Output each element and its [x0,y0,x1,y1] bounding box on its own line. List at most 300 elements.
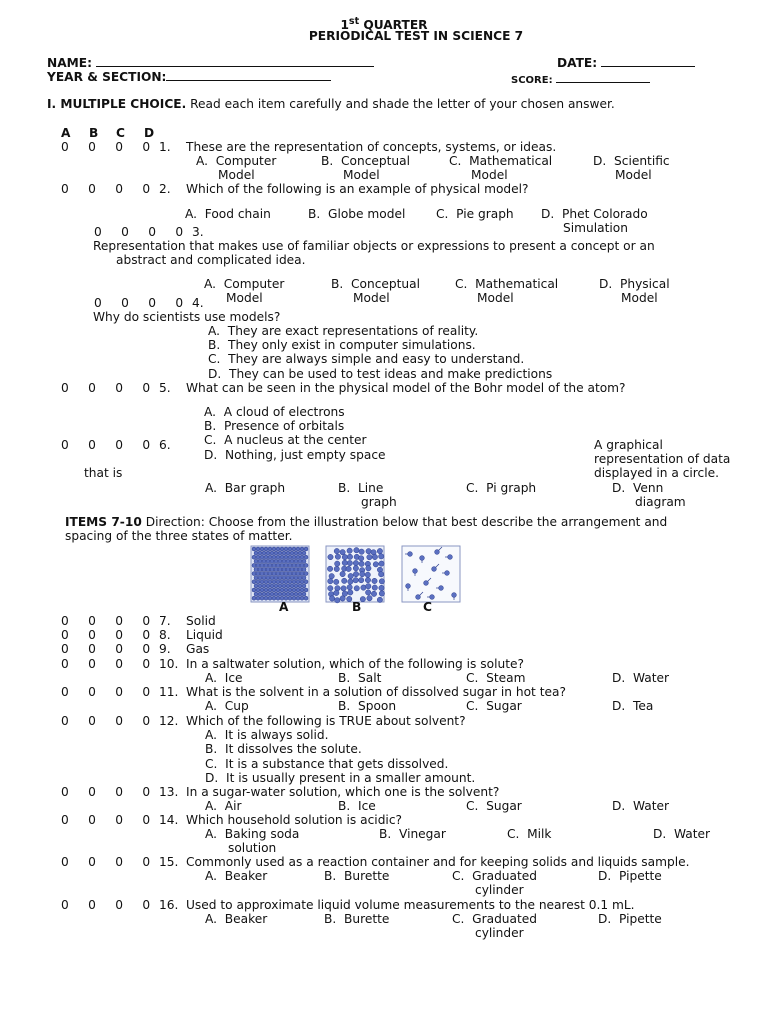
liquid-particle [328,554,333,559]
solid-particle [256,580,260,584]
liquid-particle [335,554,340,559]
page-title: PERIODICAL TEST IN SCIENCE 7 [308,29,524,43]
solid-particle [280,580,284,584]
solid-particle [270,584,274,588]
option-a: A. Computer Model [196,154,277,183]
option-b: B. Line graph [338,481,397,510]
solid-particle [270,568,274,572]
solid-particle [282,576,286,580]
solid-particle [262,592,266,596]
option-c: C. Milk [507,827,552,841]
solid-particle [260,580,264,584]
solid-particle [296,572,300,576]
liquid-particle [348,579,353,584]
solid-particle [260,588,264,592]
option-d: D. Water [612,799,670,813]
option-a: A. They are exact representations of reality. [208,324,479,338]
solid-particle [280,563,284,567]
solid-particle [266,568,270,572]
solid-particle [266,584,270,588]
solid-particle [304,596,308,600]
answer-bubbles[interactable]: 0 0 0 0 [61,182,151,196]
solid-particle [276,588,280,592]
solid-particle [274,576,278,580]
gas-particle [408,552,413,557]
solid-particle [268,580,272,584]
solid-particle [262,576,266,580]
option-b: B. They only exist in computer simulations. [208,338,476,353]
option-list [208,324,552,381]
gas-particle [448,555,453,560]
question-text-cont: abstract and complicated idea. [116,253,306,267]
name-field[interactable]: NAME: [47,55,374,70]
solid-particle [290,559,294,563]
solid-particle [288,580,292,584]
answer-bubbles[interactable]: 0 0 0 0 [94,296,184,310]
solid-particle [252,588,256,592]
solid-particle [284,563,288,567]
question-number: 16. [159,898,179,912]
solid-particle [296,555,300,559]
solid-particle [298,592,302,596]
solid-particle [302,576,306,580]
solid-particle [274,559,278,563]
solid-particle [262,559,266,563]
solid-particle [294,551,298,555]
solid-particle [302,559,306,563]
question-text: Which of the following is an example of physical model? [186,182,529,196]
option-d: D. Phet Colorado Simulation [541,207,648,236]
solid-particle [280,555,284,559]
question-number: 9. [159,642,171,656]
liquid-particle [329,596,334,601]
date-field[interactable]: DATE: [557,55,695,70]
question-text: Representation that makes use of familiar objects or expressions to present a concept or an [93,239,655,253]
answer-bubbles[interactable]: 0 0 0 0 [61,381,151,395]
solid-particle [272,588,276,592]
solid-particle [254,584,258,588]
option-c: C. Mathematical Model [449,154,553,183]
quarter-heading: 1st QUARTER [340,16,428,33]
question-number: 13. [159,785,179,799]
question-text: These are the representation of concepts, systems, or ideas. [186,140,557,154]
solid-particle [268,596,272,600]
answer-bubbles[interactable]: 0 0 0 0 [61,898,151,912]
gas-particle [424,581,429,586]
solid-particle [262,551,266,555]
option-a: A. Beaker [205,912,268,926]
figure-label-a: A [279,600,289,614]
solid-particle [296,580,300,584]
option-b: B. Spoon [338,699,397,713]
liquid-particle [347,560,352,565]
liquid-particle [379,579,384,584]
option-b: B. Burette [324,869,390,883]
solid-particle [254,551,258,555]
items-7-10-direction: ITEMS 7-10 Direction: Choose from the illustration below that best describe the arrangement and [65,515,668,529]
option-b: B. Conceptual Model [321,154,410,183]
option-d: D. It is usually present in a smaller amount. [205,770,476,785]
question-text: In a saltwater solution, which of the following is solute? [186,657,524,671]
solid-particle [252,547,256,551]
option-a: A. It is always solid. [205,728,329,742]
liquid-particle [360,571,365,576]
solid-particle [252,580,256,584]
liquid-particle [365,577,370,582]
solid-particle [286,584,290,588]
gas-particle [445,571,450,576]
liquid-particle [334,579,339,584]
solid-particle [290,568,294,572]
liquid-particle [327,566,332,571]
solid-particle [266,559,270,563]
option-c: C. Pie graph [436,207,514,221]
liquid-particle [334,566,339,571]
option-c: C. Pi graph [466,481,537,495]
solid-particle [296,588,300,592]
solid-particle [290,584,294,588]
option-d: D. Tea [612,699,654,713]
solid-particle [294,576,298,580]
liquid-particle [361,585,366,590]
answer-bubbles[interactable]: 0 0 0 0 [94,225,184,239]
solid-particle [278,584,282,588]
liquid-particle [353,566,358,571]
part1-heading: I. MULTIPLE CHOICE. Read each item carefully and shade the letter of your chosen answer. [47,97,615,111]
solid-particle [268,555,272,559]
gas-particle [439,586,444,591]
option-d: D. They can be used to test ideas and make predictions [208,366,553,381]
answer-bubbles[interactable]: 0 0 0 0 [61,685,151,699]
liquid-particle [379,591,384,596]
question-number: 12. [159,714,179,728]
solid-particle [252,563,256,567]
answer-bubbles[interactable]: 0 0 0 0 [61,657,151,671]
liquid-particle [347,548,352,553]
liquid-particle [372,585,377,590]
question-text: Why do scientists use models? [93,310,281,324]
option-a: A. Ice [205,671,243,685]
solid-particle [254,568,258,572]
liquid-particle [353,571,358,576]
solid-particle [290,592,294,596]
option-a: A. Cup [205,699,249,713]
liquid-particle [366,566,371,571]
question-number: 2. [159,182,171,196]
solid-particle [292,555,296,559]
solid-particle [268,547,272,551]
question-number: 5. [159,381,171,395]
solid-particle [260,596,264,600]
score-field[interactable]: SCORE: [511,71,650,87]
question-text: Gas [186,642,210,656]
option-d: D. Physical Model [599,277,670,306]
solid-particle [298,551,302,555]
solid-particle [256,547,260,551]
solid-particle [252,555,256,559]
solid-particle [300,555,304,559]
solid-particle [278,551,282,555]
solid-particle [298,568,302,572]
solid-particle [290,576,294,580]
solid-particles [252,547,308,600]
liquid-particle [371,591,376,596]
solid-particle [290,551,294,555]
solid-particle [282,592,286,596]
answer-bubbles[interactable]: 0 0 0 0 [61,438,151,452]
items-7-10-direction-cont: spacing of the three states of matter. [65,529,293,543]
col-header-c: C [116,126,125,140]
solid-particle [272,580,276,584]
solid-particle [286,551,290,555]
solid-particle [288,563,292,567]
solid-particle [296,563,300,567]
answer-bubbles[interactable]: 0 0 0 0 [61,628,151,642]
solid-particle [300,580,304,584]
solid-particle [256,596,260,600]
solid-particle [288,572,292,576]
question-text: Which of the following is TRUE about solvent? [186,714,466,728]
solid-particle [286,568,290,572]
solid-particle [286,592,290,596]
solid-particle [288,596,292,600]
solid-particle [264,588,268,592]
liquid-particle [347,554,352,559]
liquid-particle [379,585,384,590]
solid-particle [270,592,274,596]
solid-particle [278,559,282,563]
liquid-particle [340,596,345,601]
solid-particle [270,576,274,580]
option-a: A. Beaker [205,869,268,883]
solid-particle [272,547,276,551]
solid-particle [252,596,256,600]
option-b: B. Globe model [308,207,406,221]
solid-particle [256,572,260,576]
liquid-particle [365,590,370,595]
solid-particle [252,572,256,576]
option-list [204,405,386,462]
option-b: B. Salt [338,671,382,685]
answer-bubbles[interactable]: 0 0 0 0 [61,714,151,728]
option-c: C. A nucleus at the center [204,433,367,448]
option-c: C. Graduated cylinder [452,912,538,941]
solid-particle [304,580,308,584]
question-text: A graphical representation of data displayed in a circle. [594,438,731,481]
solid-particle [294,584,298,588]
liquid-particle [341,586,346,591]
solid-particle [300,588,304,592]
option-a: A. Computer Model [204,277,285,306]
option-a: A. Baking soda solution [205,827,300,856]
liquid-particle [335,598,340,603]
solid-particle [276,555,280,559]
solid-particle [284,572,288,576]
liquid-particle [346,566,351,571]
states-of-matter-figure [250,545,464,605]
question-text: Liquid [186,628,223,642]
option-c: C. Sugar [466,699,522,713]
liquid-particle [334,590,339,595]
option-d: D. Pipette [598,869,662,883]
solid-particle [258,551,262,555]
solid-particle [264,563,268,567]
gas-particle [430,595,435,600]
liquid-particle [328,586,333,591]
liquid-particle [353,560,358,565]
answer-bubbles[interactable]: 0 0 0 0 [61,855,151,869]
solid-particle [298,576,302,580]
col-header-a: A [61,126,71,140]
question-number: 11. [159,685,179,699]
liquid-particle [334,548,339,553]
liquid-particle [377,548,382,553]
solid-particle [268,563,272,567]
option-d: D. Water [653,827,711,841]
liquid-particle [348,590,353,595]
option-d: D. Venn diagram [612,481,686,510]
solid-particle [274,568,278,572]
question-text: Used to approximate liquid volume measurements to the nearest 0.1 mL. [186,898,635,912]
liquid-particle [378,572,383,577]
option-c: C. They are always simple and easy to understand. [208,352,525,367]
solid-particle [300,596,304,600]
solid-particle [292,596,296,600]
solid-particle [258,568,262,572]
solid-particle [278,568,282,572]
liquid-particle [379,554,384,559]
question-number: 3. [192,225,204,239]
solid-particle [268,572,272,576]
solid-particle [294,559,298,563]
question-number: 8. [159,628,171,642]
option-a: A. A cloud of electrons [204,405,345,419]
option-c: C. Sugar [466,799,522,813]
option-b: B. Conceptual Model [331,277,420,306]
liquid-particle [377,597,382,602]
solid-particle [280,588,284,592]
question-text: Commonly used as a reaction container and for keeping solids and liquids sample. [186,855,690,869]
liquid-particle [372,554,377,559]
question-number: 1. [159,140,171,154]
question-text: What can be seen in the physical model of the Bohr model of the atom? [186,381,626,395]
liquid-particle [359,577,364,582]
question-number: 7. [159,614,171,628]
option-list [205,728,475,785]
solid-particle [296,596,300,600]
option-b: B. Burette [324,912,390,926]
solid-particle [256,555,260,559]
figure-label-c: C [423,600,432,614]
option-a: A. Bar graph [205,481,286,495]
solid-particle [258,576,262,580]
solid-particle [284,555,288,559]
question-number: 14. [159,813,179,827]
solid-particle [280,547,284,551]
gas-particle [406,584,411,589]
solid-particle [260,555,264,559]
solid-particle [270,551,274,555]
liquid-particle [328,578,333,583]
option-c: C. Steam [466,671,526,685]
solid-particle [260,572,264,576]
solid-particle [262,568,266,572]
option-d: D. Scientific Model [593,154,670,183]
solid-particle [296,547,300,551]
solid-particle [300,563,304,567]
question-text: Solid [186,614,216,628]
solid-particle [292,588,296,592]
solid-particle [278,592,282,596]
option-d: D. Water [612,671,670,685]
liquid-particle [353,577,358,582]
gas-particle [432,567,437,572]
year-section-field[interactable]: YEAR & SECTION: [47,69,331,84]
solid-particle [286,576,290,580]
answer-bubbles[interactable]: 0 0 0 0 [61,642,151,656]
solid-particle [282,584,286,588]
solid-particle [264,596,268,600]
solid-particle [288,588,292,592]
liquid-particle [359,561,364,566]
liquid-particle [354,547,359,552]
solid-particle [288,547,292,551]
solid-particle [272,555,276,559]
option-b: B. It dissolves the solute. [205,742,362,757]
solid-particle [272,596,276,600]
solid-particle [286,559,290,563]
question-text: Which household solution is acidic? [186,813,402,827]
solid-particle [304,547,308,551]
question-number: 10. [159,657,179,671]
liquid-particle [347,585,352,590]
liquid-particle [372,578,377,583]
liquid-particle [373,562,378,567]
solid-particle [264,555,268,559]
solid-particle [264,572,268,576]
solid-particle [288,555,292,559]
liquid-particle [365,572,370,577]
liquid-particle [358,556,363,561]
option-a: A. Food chain [185,207,271,221]
liquid-particle [342,578,347,583]
solid-particle [302,568,306,572]
liquid-particle [366,583,371,588]
solid-particle [266,576,270,580]
solid-particle [274,592,278,596]
solid-particle [258,584,262,588]
solid-particle [266,592,270,596]
solid-particle [284,588,288,592]
answer-bubbles[interactable]: 0 0 0 0 [61,614,151,628]
solid-particle [292,572,296,576]
solid-particle [282,568,286,572]
option-a: A. Air [205,799,242,813]
solid-particle [268,588,272,592]
solid-particle [292,547,296,551]
answer-bubbles[interactable]: 0 0 0 0 [61,785,151,799]
answer-bubbles[interactable]: 0 0 0 0 [61,813,151,827]
option-b: B. Vinegar [379,827,446,841]
gas-particle [413,569,418,574]
liquid-particle [359,549,364,554]
liquid-particle [348,573,353,578]
option-c: C. Mathematical Model [455,277,559,306]
gas-particle [420,556,425,561]
figure-label-b: B [352,600,362,614]
solid-particle [278,576,282,580]
answer-bubbles[interactable]: 0 0 0 0 [61,140,151,154]
